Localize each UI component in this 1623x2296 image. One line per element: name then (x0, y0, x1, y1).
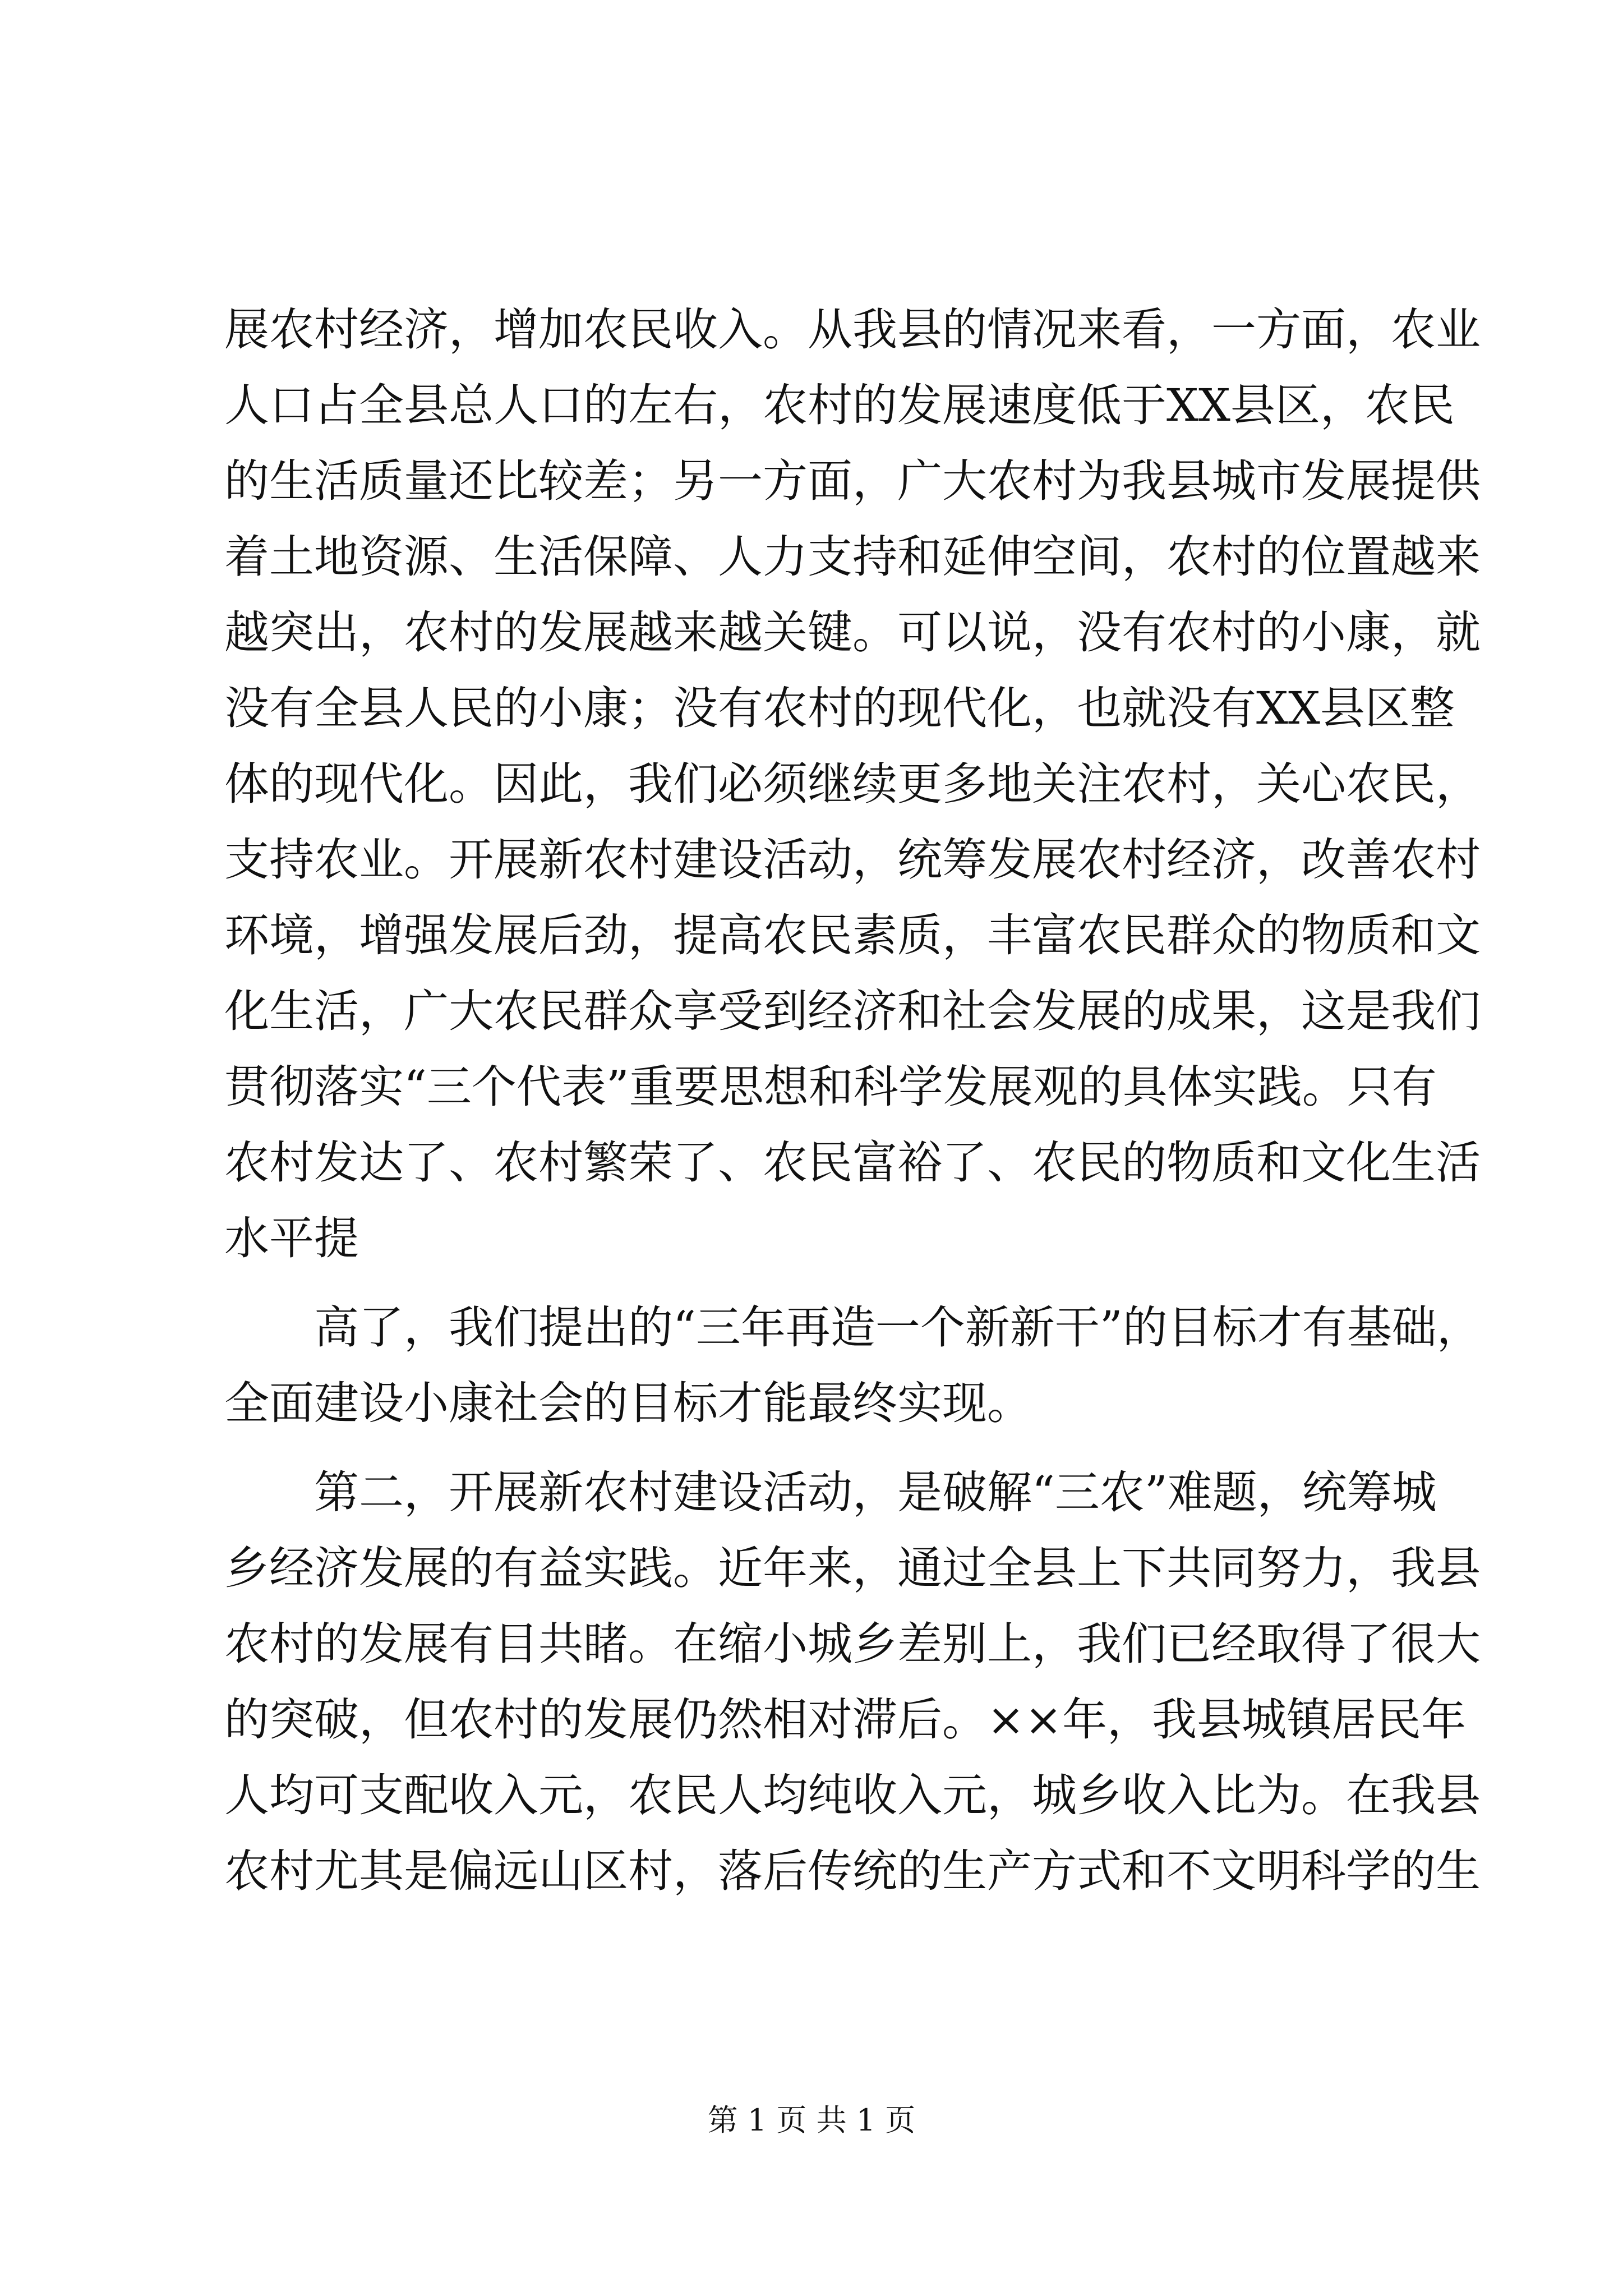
text-line: 高了，我们提出的“三年再造一个新新干”的目标才有基础， (314, 1301, 1482, 1354)
text-line: 农村发达了、农村繁荣了、农民富裕了、农民的物质和文化生活 (224, 1137, 1481, 1189)
text-line: 体的现代化。因此，我们必须继续更多地关注农村，关心农民， (224, 758, 1481, 810)
text-line: 越突出，农村的发展越来越关键。可以说，没有农村的小康，就 (224, 606, 1481, 659)
paragraph (224, 1290, 1482, 1441)
document-body (224, 292, 1482, 1909)
paragraph-spacer (224, 1276, 1447, 1290)
text-line: 的突破，但农村的发展仍然相对滞后。××年，我县城镇居民年 (224, 1694, 1467, 1746)
text-line: 环境，增强发展后劲，提高农民素质，丰富农民群众的物质和文 (224, 909, 1481, 961)
text-line: 全面建设小康社会的目标才能最终实现。 (224, 1377, 1032, 1429)
text-line: 的生活质量还比较差；另一方面，广大农村为我县城市发展提供 (224, 455, 1481, 507)
text-line: 农村的发展有目共睹。在缩小城乡差别上，我们已经取得了很大 (224, 1618, 1481, 1670)
text-line: 贯彻落实“三个代表”重要思想和科学发展观的具体实践。只有 (224, 1061, 1437, 1113)
text-line: 支持农业。开展新农村建设活动，统筹发展农村经济，改善农村 (224, 834, 1481, 886)
text-line: 乡经济发展的有益实践。近年来，通过全县上下共同努力，我县 (224, 1542, 1481, 1594)
text-line: 农村尤其是偏远山区村，落后传统的生产方式和不文明科学的生 (224, 1845, 1481, 1897)
text-line: 化生活，广大农民群众享受到经济和社会发展的成果，这是我们 (224, 985, 1481, 1037)
page-number-footer: 第 1 页 共 1 页 (707, 2102, 916, 2138)
paragraph (224, 1455, 1481, 1909)
text-line: 人口占全县总人口的左右，农村的发展速度低于XX县区，农民 (224, 379, 1455, 431)
text-line: 没有全县人民的小康；没有农村的现代化，也就没有XX县区整 (224, 682, 1455, 734)
text-line: 着土地资源、生活保障、人力支持和延伸空间，农村的位置越来 (224, 531, 1481, 583)
text-line: 第二，开展新农村建设活动，是破解“三农”难题，统筹城 (314, 1466, 1437, 1519)
paragraph-spacer (224, 1441, 1447, 1455)
text-line: 展农村经济，增加农民收入。从我县的情况来看，一方面，农业 (224, 303, 1481, 356)
paragraph (224, 292, 1481, 1276)
text-line: 人均可支配收入元，农民人均纯收入元，城乡收入比为。在我县 (224, 1769, 1481, 1821)
text-line: 水平提 (224, 1212, 359, 1264)
